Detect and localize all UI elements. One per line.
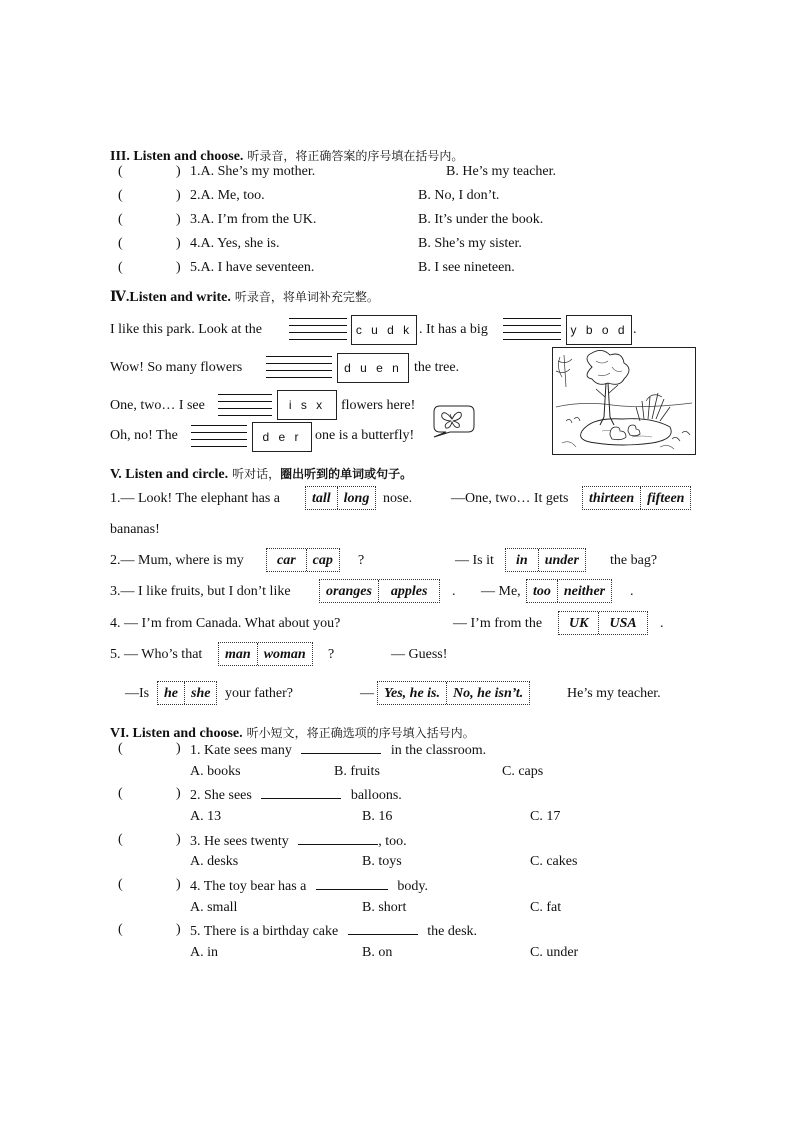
answer-paren-open: (: [118, 164, 123, 179]
s4-line4-text-a: Oh, no! The: [110, 428, 178, 443]
four-line-writing-guide: [266, 356, 332, 384]
option-a: A. in: [190, 945, 218, 960]
choice-option[interactable]: long: [337, 487, 376, 509]
option-c: C. caps: [502, 764, 544, 779]
four-line-writing-guide: [191, 425, 247, 453]
choice-option[interactable]: cap: [306, 549, 339, 571]
answer-paren-open: (: [118, 212, 123, 227]
q4-text-a: 4. — I’m from Canada. What about you?: [110, 616, 341, 631]
q1-text-a: 1.— Look! The elephant has a: [110, 491, 281, 506]
scrambled-letters-box: d e r: [252, 422, 312, 452]
answer-paren-close: ): [176, 877, 181, 892]
choice-option[interactable]: man: [225, 647, 251, 662]
answer-paren-open: (: [118, 236, 123, 251]
option-a: 5.A. I have seventeen.: [190, 260, 315, 275]
answer-paren-open: (: [118, 188, 123, 203]
option-a: 1.A. She’s my mother.: [190, 164, 316, 179]
q1-choice-box-b: [582, 486, 691, 510]
four-line-writing-guide: [503, 318, 561, 346]
answer-blank[interactable]: [316, 877, 388, 890]
section-6-instruction: 听小短文，将正确选项的序号填入括号内。: [246, 726, 475, 740]
option-b: B. He’s my teacher.: [446, 164, 557, 179]
answer-paren-close: ): [176, 236, 181, 251]
answer-paren-close: ): [176, 188, 181, 203]
s4-line2-text-b: the tree.: [414, 360, 460, 375]
q5-text-b: ?: [328, 647, 335, 662]
choice-option[interactable]: he: [164, 686, 178, 701]
option-c: C. fat: [530, 900, 562, 915]
choice-option[interactable]: woman: [257, 643, 312, 665]
q5-text-c: — Guess!: [391, 647, 448, 662]
answer-blank[interactable]: [298, 832, 378, 845]
q3-choice-box-a: [319, 579, 440, 603]
q2-text-d: the bag?: [610, 553, 658, 568]
section-5-instruction-bold: 圈出听到的单词或句子。: [280, 467, 413, 481]
option-a: A. small: [190, 900, 238, 915]
s4-line3-text-a: One, two… I see: [110, 398, 205, 413]
option-b: B. short: [362, 900, 407, 915]
q5-choice-box-c: [377, 681, 530, 705]
answer-paren-close: ): [176, 922, 181, 937]
section-4-heading: [110, 288, 379, 306]
question-text: 1. Kate sees many: [190, 743, 292, 758]
s6-q2-text: [190, 786, 402, 804]
question-text-end: the desk.: [427, 924, 478, 939]
option-c: C. under: [530, 945, 579, 960]
answer-paren-open: (: [118, 922, 123, 937]
question-text-end: balloons.: [350, 788, 402, 803]
section-5-title: V. Listen and circle.: [110, 467, 229, 482]
q3-text-b: .: [452, 584, 456, 599]
q1-text-c: —One, two… It gets: [451, 491, 569, 506]
q5-text-f: your father?: [225, 686, 294, 701]
q2-choice-box-a: [266, 548, 340, 572]
q5-text-h: He’s my teacher.: [567, 686, 661, 701]
answer-blank[interactable]: [301, 741, 381, 754]
butterfly-bubble-icon: [428, 402, 478, 438]
option-b: B. It’s under the book.: [418, 212, 544, 227]
scrambled-letters-box: d u e n: [337, 353, 409, 383]
answer-paren-open: (: [118, 260, 123, 275]
four-line-writing-guide: [289, 318, 347, 346]
q5-choice-box-a: [218, 642, 313, 666]
scrambled-letters-box: i s x: [277, 390, 337, 420]
option-a: 2.A. Me, too.: [190, 188, 265, 203]
answer-paren-open: (: [118, 877, 123, 892]
option-a: A. desks: [190, 854, 239, 869]
q1-text-b: nose.: [383, 491, 413, 506]
choice-option[interactable]: tall: [312, 491, 331, 506]
s6-q4-text: [190, 877, 428, 895]
choice-option[interactable]: car: [277, 553, 296, 568]
choice-option[interactable]: in: [516, 553, 528, 568]
option-b: B. No, I don’t.: [418, 188, 500, 203]
s6-q3-text: [190, 832, 407, 850]
question-text: 2. She sees: [190, 788, 252, 803]
choice-option[interactable]: USA: [598, 612, 646, 634]
park-scene-illustration: [552, 347, 696, 455]
question-text-end: , too.: [378, 834, 407, 849]
section-4-instruction: 听录音，将单词补充完整。: [234, 290, 379, 304]
scrambled-letters-box: c u d k: [351, 315, 417, 345]
q3-text-c: — Me,: [481, 584, 521, 599]
choice-option[interactable]: fifteen: [640, 487, 690, 509]
q5-text-a: 5. — Who’s that: [110, 647, 203, 662]
section-3-heading: [110, 147, 463, 165]
s6-q1-text: [190, 741, 486, 759]
option-b: B. fruits: [334, 764, 380, 779]
choice-option[interactable]: too: [533, 584, 551, 599]
section-6-heading: [110, 724, 475, 742]
q2-choice-box-b: [505, 548, 586, 572]
choice-option[interactable]: under: [538, 549, 585, 571]
option-c: C. cakes: [530, 854, 578, 869]
q4-text-c: — I’m from the: [453, 616, 543, 631]
question-text-end: body.: [397, 879, 428, 894]
option-b: B. on: [362, 945, 393, 960]
answer-paren-open: (: [118, 786, 123, 801]
question-text: 4. The toy bear has a: [190, 879, 307, 894]
section-3-title: III. Listen and choose.: [110, 149, 244, 164]
choice-option[interactable]: UK: [569, 616, 589, 631]
answer-paren-close: ): [176, 260, 181, 275]
q5-text-e: —Is: [125, 686, 150, 701]
q5-choice-box-b: [157, 681, 217, 705]
s4-line1-text-b: . It has a big: [419, 322, 488, 337]
question-text: 3. He sees twenty: [190, 834, 289, 849]
q1-text-d: bananas!: [110, 522, 160, 537]
choice-option[interactable]: Yes, he is.: [384, 686, 440, 701]
q5-text-g: —: [360, 686, 374, 701]
section-6-title: VI. Listen and choose.: [110, 726, 243, 741]
question-text: 5. There is a birthday cake: [190, 924, 339, 939]
q3-choice-box-b: [526, 579, 612, 603]
answer-paren-close: ): [176, 212, 181, 227]
option-a: A. 13: [190, 809, 222, 824]
choice-option[interactable]: she: [184, 682, 216, 704]
option-c: C. 17: [530, 809, 561, 824]
answer-paren-close: ): [176, 786, 181, 801]
s4-line1-text-a: I like this park. Look at the: [110, 322, 263, 337]
answer-paren-close: ): [176, 741, 181, 756]
q4-choice-box: [558, 611, 648, 635]
option-b: B. She’s my sister.: [418, 236, 522, 251]
option-b: B. toys: [362, 854, 402, 869]
choice-option[interactable]: apples: [378, 580, 440, 602]
answer-paren-open: (: [118, 832, 123, 847]
option-b: B. I see nineteen.: [418, 260, 515, 275]
q2-text-c: — Is it: [455, 553, 494, 568]
s4-line2-text-a: Wow! So many flowers: [110, 360, 243, 375]
choice-option[interactable]: neither: [557, 580, 611, 602]
s4-line3-text-b: flowers here!: [341, 398, 416, 413]
question-text-end: in the classroom.: [390, 743, 487, 758]
q1-choice-box-a: [305, 486, 376, 510]
q4-text-d: .: [660, 616, 664, 631]
section-3-instruction: 听录音，将正确答案的序号填在括号内。: [247, 149, 464, 163]
q2-text-a: 2.— Mum, where is my: [110, 553, 244, 568]
option-b: B. 16: [362, 809, 393, 824]
choice-option[interactable]: No, he isn’t.: [446, 682, 529, 704]
answer-blank[interactable]: [348, 922, 418, 935]
s6-q5-text: [190, 922, 477, 940]
answer-blank[interactable]: [261, 786, 341, 799]
s4-line1-text-c: .: [633, 322, 637, 337]
scrambled-letters-box: y b o d: [566, 315, 632, 345]
choice-option[interactable]: oranges: [326, 584, 372, 599]
q3-text-a: 3.— I like fruits, but I don’t like: [110, 584, 291, 599]
section-5-instruction: 听对话，: [232, 467, 281, 481]
answer-paren-close: ): [176, 164, 181, 179]
section-4-title: Ⅳ.Listen and write.: [110, 290, 231, 305]
q3-text-d: .: [630, 584, 634, 599]
answer-paren-open: (: [118, 741, 123, 756]
option-a: 3.A. I’m from the UK.: [190, 212, 317, 227]
answer-paren-close: ): [176, 832, 181, 847]
s4-line4-text-b: one is a butterfly!: [315, 428, 415, 443]
q2-text-b: ?: [358, 553, 365, 568]
option-a: A. books: [190, 764, 241, 779]
four-line-writing-guide: [218, 394, 272, 422]
option-a: 4.A. Yes, she is.: [190, 236, 280, 251]
section-5-heading: [110, 465, 412, 483]
choice-option[interactable]: thirteen: [589, 491, 635, 506]
